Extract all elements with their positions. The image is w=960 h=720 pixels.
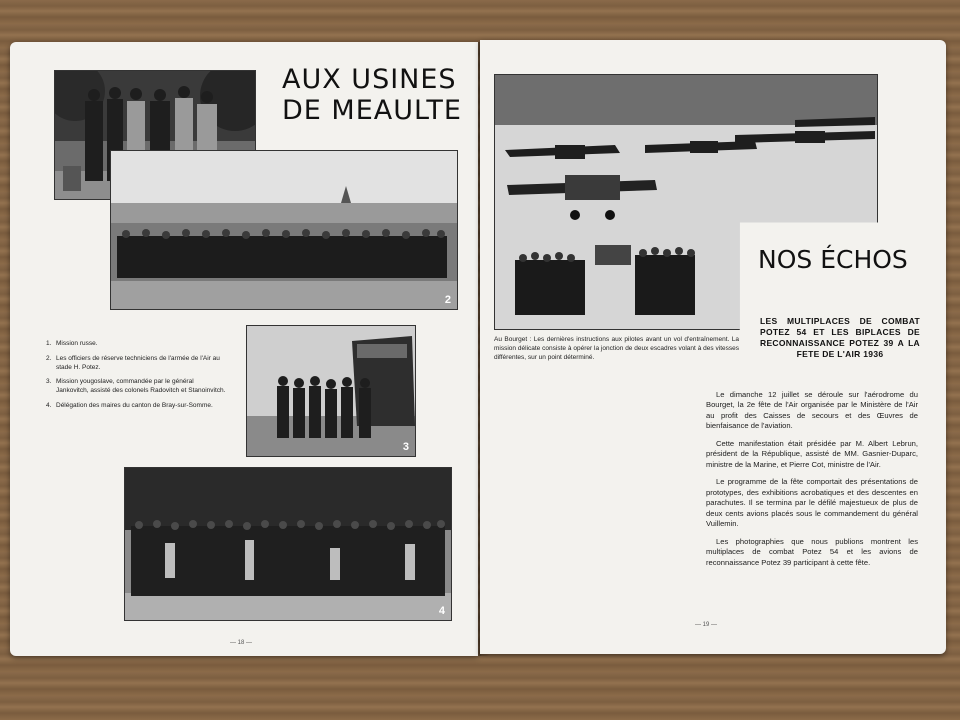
caption-list xyxy=(46,340,226,417)
photo-le-bourget xyxy=(494,74,878,330)
photo-officiers-reserve xyxy=(110,150,458,310)
article-paragraph: Cette manifestation était présidée par M. Albert Lebrun, président de la République, assisté de MM. Gasnier-Duparc, ministre de la Marine, et Pierre Cot, ministre de l'Air. xyxy=(706,438,918,469)
page-number: — 18 — xyxy=(230,640,253,646)
article-paragraph: Les photographies que nous publions montrent les multiplaces de combat Potez 54 et les avions de reconnaissance Potez 39 participant à cette fête. xyxy=(706,536,918,567)
caption-number: 2. xyxy=(46,354,52,362)
caption-text: Délégation des maires du canton de Bray-sur-Somme. xyxy=(56,401,213,409)
caption-number: 3. xyxy=(46,378,52,386)
left-page xyxy=(10,42,478,656)
title-line: AUX USINES xyxy=(282,64,457,95)
caption-item xyxy=(46,402,226,411)
photo-number: 3 xyxy=(402,441,409,453)
caption-item xyxy=(46,340,226,349)
article-paragraph: Le programme de la fête comportait des présentations de prototypes, des exhibitions acrobatiques et des descentes en parachutes. Il se termina par le défilé majestueux de plus de deux cents avions placés sous le commandement du général Vuillemin. xyxy=(706,477,918,529)
caption-text: Mission russe. xyxy=(56,340,98,347)
article-body xyxy=(706,390,918,575)
caption-item xyxy=(46,378,226,396)
photo-delegation-maires xyxy=(124,467,452,621)
caption-item xyxy=(46,355,226,373)
caption-number: 1. xyxy=(46,340,52,347)
photo-caption: Au Bourget : Les dernières instructions aux pilotes avant un vol d'entraînement. La mission délicate consiste à opérer la jonction de deux escadres volant à des vitesses différentes, sur un point déterminé. xyxy=(494,336,739,361)
caption-text: Mission yougoslave, commandée par le général Jankovitch, assisté des colonels Radovitch et Stanoinvitch. xyxy=(56,378,226,395)
photo-number: 2 xyxy=(444,294,451,306)
photo-mission-yougoslave xyxy=(246,325,416,457)
page-title xyxy=(282,64,462,126)
article-paragraph: Le dimanche 12 juillet se déroule sur l'aérodrome du Bourget, la 2e fête de l'Air organisée par le Ministère de l'Air au profit des Caisses de secours et des Œuvres de bienfaisance de l'aviation. xyxy=(706,390,918,431)
photo-number: 4 xyxy=(438,605,445,617)
caption-number: 4. xyxy=(46,401,52,409)
title-line: DE MEAULTE xyxy=(282,95,462,127)
article-subheading: LES MULTIPLACES DE COMBAT POTEZ 54 ET LES BIPLACES DE RECONNAISSANCE POTEZ 39 A LA FETE DE L'AIR 1936 xyxy=(760,316,920,360)
page-number: — 19 — xyxy=(695,622,718,628)
right-page xyxy=(480,40,946,654)
page-title: NOS ÉCHOS xyxy=(758,245,908,274)
caption-text: Les officiers de réserve techniciens de l'armée de l'Air au stade H. Potez. xyxy=(56,354,220,371)
